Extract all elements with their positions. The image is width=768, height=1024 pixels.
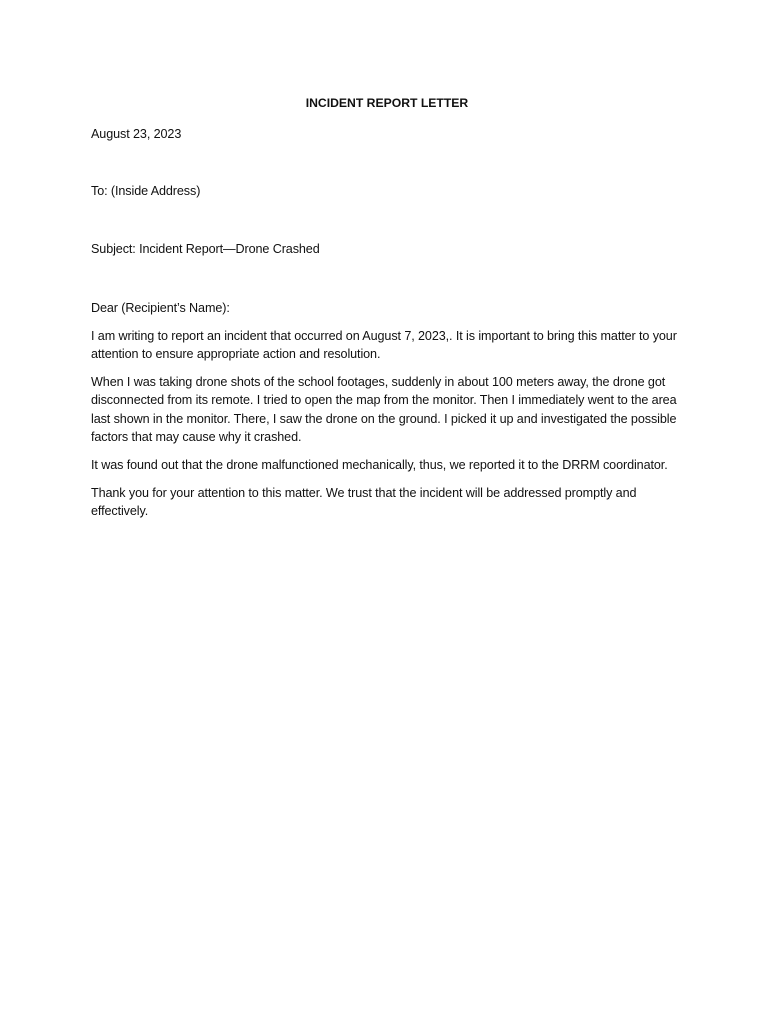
- paragraph-closing: Thank you for your attention to this matter. We trust that the incident will be addressed promptly and effectively.: [91, 486, 637, 519]
- subject-line: Subject: Incident Report—Drone Crashed: [91, 242, 320, 257]
- letter-date: August 23, 2023: [91, 127, 182, 141]
- paragraph-intro: I am writing to report an incident that occurred on August 7, 2023,. It is important to bring this matter to your attention to ensure appropriate action and resolution.: [91, 328, 677, 362]
- salutation: Dear (Recipient’s Name):: [91, 300, 230, 315]
- letter-title: INCIDENT REPORT LETTER: [305, 96, 469, 110]
- letter-body: [91, 90, 683, 521]
- paragraph-findings: It was found out that the drone malfunctioned mechanically, thus, we reported it to the DRRM coordinator.: [91, 458, 668, 473]
- paragraph-details: When I was taking drone shots of the school footages, suddenly in about 100 meters away, the drone got disconnected from its remote. I tried to open the map from the monitor. Then I immediately went to the area last shown in the monitor. There, I saw the drone on the ground. I picked it up and investigated the possible factors that may cause why it crashed.: [91, 375, 677, 444]
- inside-address: To: (Inside Address): [91, 184, 201, 199]
